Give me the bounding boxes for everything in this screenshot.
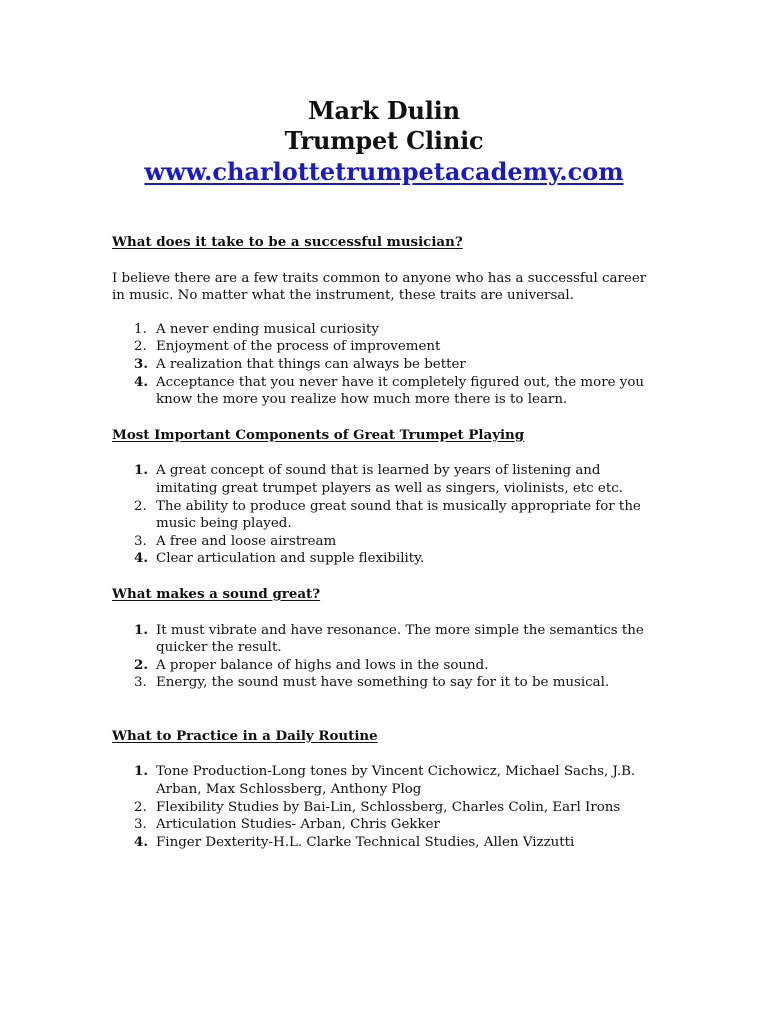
document-body <box>112 234 660 851</box>
list-item: 4. Acceptance that you never have it completely figured out, the more you know the more you realize how much more there is to learn. <box>134 373 645 408</box>
list-item: 3. A free and loose airstream <box>134 533 337 549</box>
list-item: 2. A proper balance of highs and lows in the sound. <box>134 656 489 673</box>
document-header <box>0 96 768 188</box>
list-item: 3. Energy, the sound must have something to say for it to be musical. <box>134 675 610 691</box>
list-item: 1. Tone Production-Long tones by Vincent Cichowicz, Michael Sachs, J.B. Arban, Max Schlossberg, Anthony Plog <box>134 763 636 798</box>
website-link[interactable]: www.charlottetrumpetacademy.com <box>144 157 624 186</box>
list-item: 2. Enjoyment of the process of improvement <box>134 339 441 355</box>
traits-list <box>112 321 660 409</box>
section-heading-daily-routine: What to Practice in a Daily Routine <box>112 727 378 744</box>
section-heading-components: Most Important Components of Great Trumpet Playing <box>112 426 525 443</box>
list-item: 4. Finger Dexterity-H.L. Clarke Technical Studies, Allen Vizzutti <box>134 833 575 850</box>
event-title: Trumpet Clinic <box>284 126 484 155</box>
author-name: Mark Dulin <box>308 96 460 125</box>
list-item: 1. It must vibrate and have resonance. The more simple the semantics the quicker the result. <box>134 621 644 656</box>
daily-routine-list <box>112 763 660 851</box>
great-sound-list <box>112 622 660 692</box>
section-heading-great-sound: What makes a sound great? <box>112 585 321 602</box>
list-item: 1. A never ending musical curiosity <box>134 321 379 337</box>
components-list <box>112 462 660 568</box>
list-item: 1. A great concept of sound that is learned by years of listening and imitating great trumpet players as well as singers, violinists, etc etc. <box>134 462 623 496</box>
list-item: 4. Clear articulation and supple flexibility. <box>134 550 425 567</box>
list-item: 3. A realization that things can always be better <box>134 355 466 372</box>
intro-paragraph: I believe there are a few traits common to anyone who has a successful career in music. No matter what the instrument, these traits are universal. <box>112 270 647 304</box>
list-item: 3. Articulation Studies- Arban, Chris Gekker <box>134 817 440 833</box>
list-item: 2. Flexibility Studies by Bai-Lin, Schlossberg, Charles Colin, Earl Irons <box>134 799 621 815</box>
section-heading-successful-musician: What does it take to be a successful musician? <box>112 234 463 250</box>
list-item: 2. The ability to produce great sound that is musically appropriate for the music being played. <box>134 498 641 532</box>
